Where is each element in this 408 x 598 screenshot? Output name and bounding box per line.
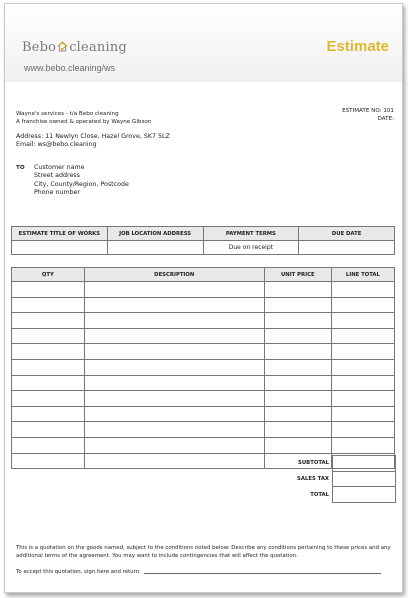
company-contact <box>16 133 170 149</box>
line-total-cell[interactable] <box>331 375 394 391</box>
line-total-cell[interactable] <box>331 297 394 313</box>
description-cell[interactable] <box>84 391 264 407</box>
line-total-cell[interactable] <box>331 437 394 453</box>
qty-cell[interactable] <box>12 359 85 375</box>
job-location-cell[interactable] <box>107 241 203 255</box>
line-total-cell[interactable] <box>331 422 394 438</box>
signature-line <box>16 569 381 575</box>
description-cell[interactable] <box>84 313 264 329</box>
header-payment-terms: PAYMENT TERMS <box>203 227 299 241</box>
unit-price-cell[interactable] <box>264 422 331 438</box>
table-row <box>12 422 395 438</box>
qty-cell[interactable] <box>12 282 85 298</box>
qty-cell[interactable] <box>12 328 85 344</box>
unit-price-cell[interactable] <box>264 344 331 360</box>
description-cell[interactable] <box>84 422 264 438</box>
sales-tax-cell[interactable] <box>332 471 396 487</box>
company-info <box>16 111 151 126</box>
logo-text-right: cleaning <box>69 40 127 55</box>
line-total-cell[interactable] <box>331 391 394 407</box>
unit-price-cell[interactable] <box>264 297 331 313</box>
customer-name: Customer name <box>34 164 85 171</box>
total-row <box>269 487 395 503</box>
unit-price-cell[interactable] <box>264 406 331 422</box>
line-total-cell[interactable] <box>331 359 394 375</box>
table-row <box>12 282 395 298</box>
unit-price-cell[interactable] <box>264 328 331 344</box>
signature-field[interactable] <box>144 573 381 574</box>
unit-price-cell[interactable] <box>264 391 331 407</box>
line-total-cell[interactable] <box>331 313 394 329</box>
unit-price-cell[interactable] <box>264 359 331 375</box>
description-cell[interactable] <box>84 453 264 469</box>
logo-text-left: Bebo <box>22 40 57 55</box>
description-cell[interactable] <box>84 406 264 422</box>
qty-cell[interactable] <box>12 297 85 313</box>
table-row <box>12 297 395 313</box>
website-url: www.bebo.cleaning/ws <box>24 63 116 73</box>
line-items-table <box>11 267 395 469</box>
header-qty: QTY <box>12 268 85 282</box>
table-row <box>12 359 395 375</box>
total-cell[interactable] <box>332 487 396 503</box>
estimate-page <box>4 3 403 593</box>
due-date-cell[interactable] <box>299 241 395 255</box>
customer-phone: Phone number <box>34 188 81 196</box>
table-row <box>12 375 395 391</box>
line-total-cell[interactable] <box>331 328 394 344</box>
table-row <box>12 344 395 360</box>
qty-cell[interactable] <box>12 313 85 329</box>
description-cell[interactable] <box>84 344 264 360</box>
table-row <box>12 437 395 453</box>
company-address: Address: 11 Newlyn Close, Hazel Grove, SK7 5LZ <box>16 133 170 140</box>
header-estimate-title: ESTIMATE TITLE OF WORKS <box>12 227 108 241</box>
description-cell[interactable] <box>84 359 264 375</box>
estimate-meta <box>342 108 394 123</box>
total-label: TOTAL <box>310 492 329 498</box>
table-row <box>12 391 395 407</box>
unit-price-cell[interactable] <box>264 313 331 329</box>
table-row <box>12 328 395 344</box>
document-title: Estimate <box>326 38 389 55</box>
brand-logo <box>22 40 127 55</box>
qty-cell[interactable] <box>12 453 85 469</box>
header-description: DESCRIPTION <box>84 268 264 282</box>
qty-cell[interactable] <box>12 375 85 391</box>
qty-cell[interactable] <box>12 422 85 438</box>
subtotal-label: SUBTOTAL <box>298 460 329 466</box>
estimate-title-cell[interactable] <box>12 241 108 255</box>
table-row <box>12 406 395 422</box>
customer-street: Street address <box>34 172 80 180</box>
unit-price-cell[interactable] <box>264 282 331 298</box>
unit-price-cell[interactable] <box>264 375 331 391</box>
totals-block <box>269 455 395 503</box>
table-row <box>12 313 395 329</box>
quotation-note: This is a quotation on the goods named, subject to the conditions noted below: Describe any conditions pertaining to these prices and any additional terms of the agreement. You may want to include contingencies that will affect the quotation. <box>16 545 391 559</box>
company-line-2: A franchise owned & operated by Wayne Gibson <box>16 118 152 125</box>
estimate-date: DATE: <box>377 115 394 122</box>
company-email: Email: ws@bebo.cleaning <box>16 141 97 148</box>
sales-tax-label: SALES TAX <box>297 476 329 482</box>
payment-terms-cell[interactable]: Due on receipt <box>203 241 299 255</box>
estimate-number: ESTIMATE NO: 101 <box>342 108 394 114</box>
header-unit-price: UNIT PRICE <box>264 268 331 282</box>
sales-tax-row <box>269 471 395 487</box>
signature-label: To accept this quotation, sign here and return: <box>16 569 141 575</box>
header-due-date: DUE DATE <box>299 227 395 241</box>
qty-cell[interactable] <box>12 344 85 360</box>
customer-city: City, County/Region, Postcode <box>34 180 129 188</box>
description-cell[interactable] <box>84 375 264 391</box>
unit-price-cell[interactable] <box>264 437 331 453</box>
company-line-1: Wayne's services - t/a Bebo cleaning <box>16 111 119 117</box>
line-total-cell[interactable] <box>331 406 394 422</box>
job-info-table <box>11 226 395 255</box>
subtotal-cell[interactable] <box>332 455 396 472</box>
description-cell[interactable] <box>84 437 264 453</box>
line-total-cell[interactable] <box>331 344 394 360</box>
description-cell[interactable] <box>84 297 264 313</box>
qty-cell[interactable] <box>12 437 85 453</box>
subtotal-row <box>269 455 395 471</box>
header-line-total: LINE TOTAL <box>331 268 394 282</box>
to-label: TO <box>16 165 25 171</box>
qty-cell[interactable] <box>12 406 85 422</box>
header-job-location: JOB LOCATION ADDRESS <box>107 227 203 241</box>
line-total-cell[interactable] <box>331 282 394 298</box>
qty-cell[interactable] <box>12 391 85 407</box>
description-cell[interactable] <box>84 328 264 344</box>
house-check-icon <box>57 41 68 52</box>
description-cell[interactable] <box>84 282 264 298</box>
